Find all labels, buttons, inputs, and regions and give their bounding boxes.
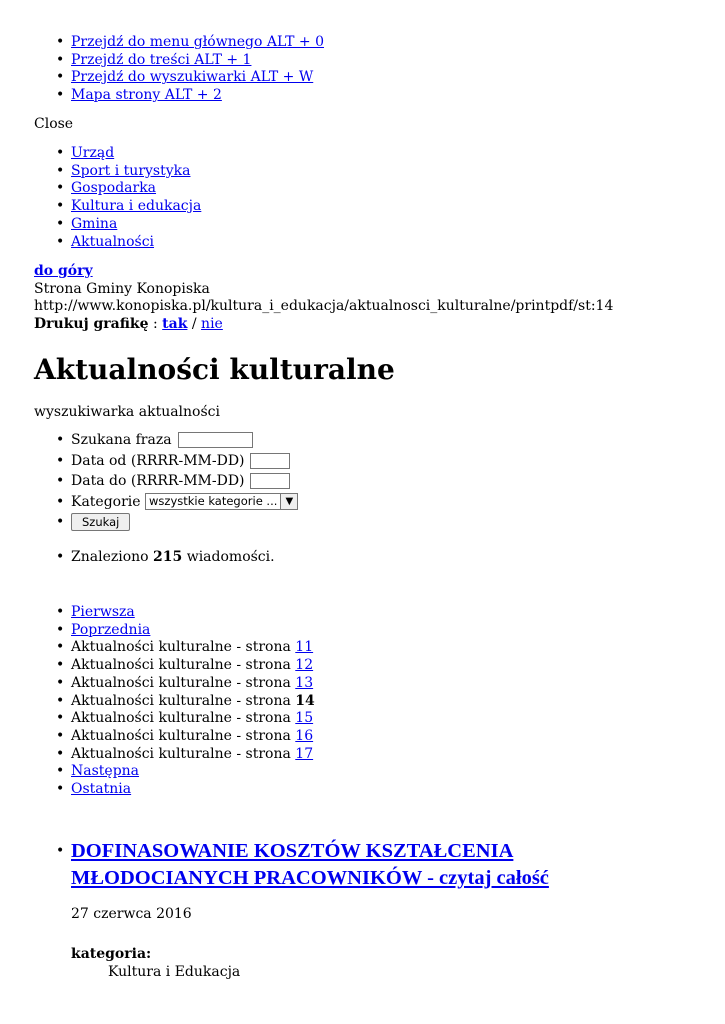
news-category [71, 946, 674, 982]
pager-page-link[interactable]: 13 [295, 674, 314, 691]
sitemap-link[interactable]: Mapa strony ALT + 2 [71, 87, 222, 104]
search-form [34, 430, 298, 533]
pager-page-prefix: Aktualności kulturalne - strona [71, 710, 296, 727]
category-select[interactable] [145, 493, 298, 510]
pager-page-link[interactable]: 11 [295, 639, 314, 656]
pager-item [34, 781, 315, 799]
menu-item [34, 180, 201, 198]
results-count [34, 549, 275, 567]
skip-links [34, 34, 324, 105]
menu-link-kultura[interactable]: Kultura i edukacja [71, 198, 202, 215]
menu-item [34, 234, 201, 252]
search-phrase-label: Szukana fraza [71, 432, 172, 448]
pager-page-prefix: Aktualności kulturalne - strona [71, 727, 296, 744]
chevron-down-icon: ▼ [280, 494, 297, 509]
close-label[interactable]: Close [34, 116, 74, 132]
menu-link-sport[interactable]: Sport i turystyka [71, 162, 191, 179]
back-to-top-link[interactable]: do góry [34, 263, 93, 279]
print-info [34, 263, 613, 334]
site-name: Strona Gminy Konopiska [34, 280, 210, 297]
skip-to-search-link[interactable]: Przejdź do wyszukiwarki ALT + W [71, 69, 314, 86]
results-prefix: Znaleziono [71, 549, 154, 565]
date-from-row [34, 451, 298, 472]
results-number: 215 [153, 549, 183, 565]
news-category-value: Kultura i Edukacja [108, 964, 241, 981]
skip-link-item [34, 69, 324, 87]
search-phrase-input[interactable] [178, 432, 253, 448]
pager-item [34, 675, 315, 693]
pager-item [34, 746, 315, 764]
print-graphics-row [34, 316, 613, 334]
pager-page-prefix: Aktualności kulturalne - strona [71, 657, 296, 674]
print-slash: / [187, 316, 202, 333]
menu-link-aktualnosci[interactable]: Aktualności [71, 233, 155, 250]
category-row [34, 492, 298, 513]
menu-item [34, 163, 201, 181]
skip-link-item [34, 52, 324, 70]
menu-item [34, 145, 201, 163]
date-to-input[interactable] [250, 473, 290, 489]
date-to-label: Data do (RRRR-MM-DD) [71, 473, 245, 489]
pager-page-link[interactable]: 16 [295, 727, 314, 744]
menu-link-gospodarka[interactable]: Gospodarka [71, 180, 157, 197]
category-label: Kategorie [71, 493, 141, 510]
page-url: http://www.konopiska.pl/kultura_i_edukacja/aktualnosci_kulturalne/printpdf/st:14 [34, 298, 614, 315]
news-title-item [34, 838, 674, 892]
results-suffix: wiadomości. [182, 549, 275, 565]
pager-page-link[interactable]: 17 [295, 745, 314, 762]
pagination [34, 604, 315, 799]
print-separator: : [148, 316, 163, 333]
print-graphics-label: Drukuj grafikę [34, 316, 149, 333]
main-menu [34, 145, 201, 251]
menu-item [34, 216, 201, 234]
menu-link-gmina[interactable]: Gmina [71, 215, 118, 232]
news-date: 27 czerwca 2016 [71, 906, 192, 922]
pager-page-prefix: Aktualności kulturalne - strona [71, 692, 296, 709]
pager-item [34, 622, 315, 640]
pager-first-link[interactable]: Pierwsza [71, 604, 135, 620]
pager-item [34, 710, 315, 728]
pager-item [34, 693, 315, 711]
pager-item [34, 657, 315, 675]
skip-to-content-link[interactable]: Przejdź do treści ALT + 1 [71, 51, 252, 68]
results-count-item [34, 549, 275, 567]
pager-page-link[interactable]: 15 [295, 710, 314, 727]
search-title: wyszukiwarka aktualności [34, 404, 220, 420]
page-title: Aktualności kulturalne [34, 353, 395, 386]
skip-to-menu-link[interactable]: Przejdź do menu głównego ALT + 0 [71, 34, 324, 50]
pager-item [34, 763, 315, 781]
pager-page-link[interactable]: 12 [295, 657, 314, 674]
news-title-link[interactable]: DOFINASOWANIE KOSZTÓW KSZTAŁCENIA MŁODOCIANYCH PRACOWNIKÓW - czytaj całość [71, 840, 549, 889]
pager-current-page: 14 [295, 692, 315, 709]
search-button[interactable]: Szukaj [71, 513, 130, 531]
search-phrase-row [34, 430, 298, 451]
pager-page-prefix: Aktualności kulturalne - strona [71, 745, 296, 762]
print-yes-link[interactable]: tak [162, 316, 188, 333]
date-to-row [34, 471, 298, 492]
pager-last-link[interactable]: Ostatnia [71, 781, 132, 798]
date-from-label: Data od (RRRR-MM-DD) [71, 452, 245, 469]
news-item [34, 838, 674, 982]
pager-next-link[interactable]: Następna [71, 763, 140, 780]
pager-prev-link[interactable]: Poprzednia [71, 621, 151, 638]
news-category-label: kategoria: [71, 945, 152, 962]
menu-item [34, 198, 201, 216]
skip-link-item [34, 87, 324, 105]
category-selected-value: wszystkie kategorie ... [149, 494, 278, 508]
menu-link-urzad[interactable]: Urząd [71, 145, 115, 161]
pager-item [34, 728, 315, 746]
pager-item [34, 639, 315, 657]
skip-link-item [34, 34, 324, 52]
pager-page-prefix: Aktualności kulturalne - strona [71, 639, 296, 656]
print-no-link[interactable]: nie [201, 316, 223, 333]
search-button-row [34, 512, 298, 533]
pager-item [34, 604, 315, 622]
date-from-input[interactable] [250, 453, 290, 469]
pager-page-prefix: Aktualności kulturalne - strona [71, 674, 296, 691]
